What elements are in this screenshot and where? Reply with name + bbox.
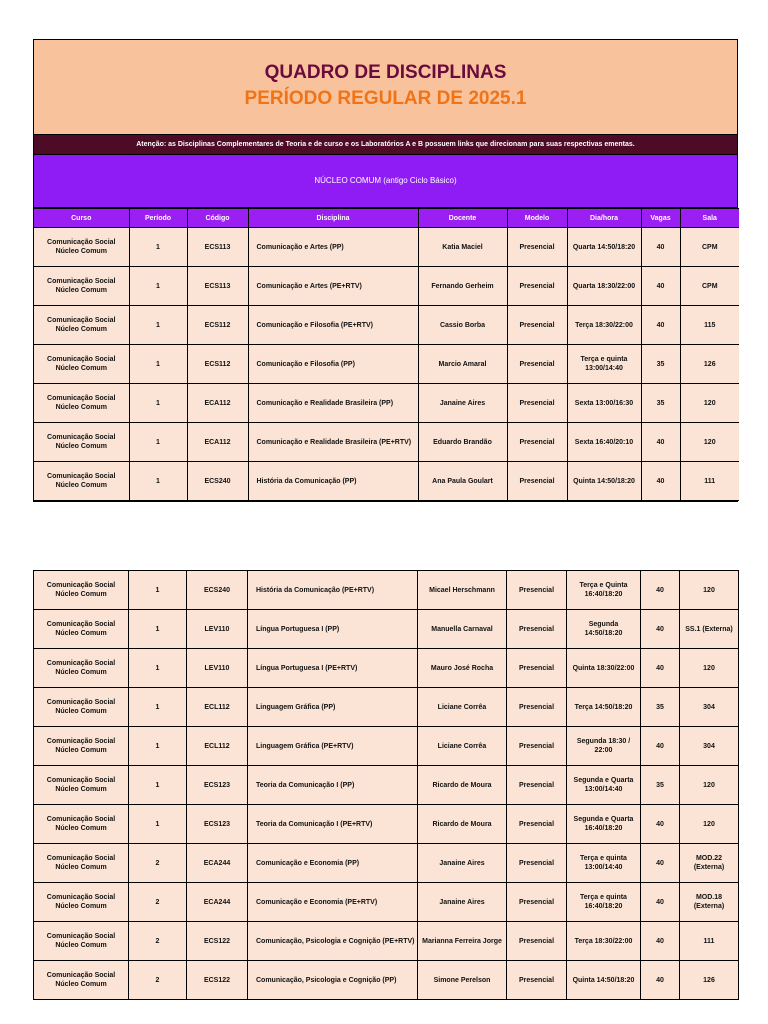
discipline-cell: Linguagem Gráfica (PE+RTV) <box>248 727 418 766</box>
model-cell: Presencial <box>507 267 567 306</box>
code-cell: ECL112 <box>187 688 248 727</box>
discipline-cell: Comunicação e Realidade Brasileira (PE+RTV) <box>248 423 418 462</box>
period-cell: 2 <box>129 844 187 883</box>
discipline-cell: Comunicação e Economia (PP) <box>248 844 418 883</box>
period-cell: 2 <box>129 883 187 922</box>
table-row <box>34 462 739 501</box>
table-row <box>34 883 739 922</box>
discipline-cell: Comunicação e Economia (PE+RTV) <box>248 883 418 922</box>
room-cell: 120 <box>680 805 739 844</box>
model-cell: Presencial <box>507 462 567 501</box>
discipline-cell: Comunicação e Artes (PE+RTV) <box>248 267 418 306</box>
schedule-cell: Sexta 13:00/16:30 <box>567 384 641 423</box>
course-cell: Comunicação Social Núcleo Comum <box>34 805 129 844</box>
room-cell: 115 <box>680 306 739 345</box>
teacher-cell: Cassio Borba <box>418 306 507 345</box>
table-row <box>34 922 739 961</box>
course-cell: Comunicação Social Núcleo Comum <box>34 883 129 922</box>
discipline-cell: Teoria da Comunicação I (PE+RTV) <box>248 805 418 844</box>
seats-cell: 40 <box>641 228 680 267</box>
table-row <box>34 766 739 805</box>
course-cell: Comunicação Social Núcleo Comum <box>34 922 129 961</box>
seats-cell: 40 <box>641 805 680 844</box>
table-row <box>34 610 739 649</box>
model-cell: Presencial <box>507 727 567 766</box>
document-subtitle: PERÍODO REGULAR DE 2025.1 <box>244 88 527 109</box>
model-cell: Presencial <box>507 345 567 384</box>
model-cell: Presencial <box>507 306 567 345</box>
seats-cell: 40 <box>641 649 680 688</box>
model-cell: Presencial <box>507 961 567 1000</box>
schedule-cell: Segunda e Quarta 16:40/18:20 <box>567 805 641 844</box>
table-row <box>34 267 739 306</box>
schedule-cell: Quinta 14:50/18:20 <box>567 961 641 1000</box>
period-cell: 1 <box>129 610 187 649</box>
page-1 <box>33 39 738 502</box>
course-cell: Comunicação Social Núcleo Comum <box>34 423 129 462</box>
disciplines-table-2 <box>33 570 739 1000</box>
schedule-cell: Segunda e Quarta 13:00/14:40 <box>567 766 641 805</box>
seats-cell: 40 <box>641 267 680 306</box>
period-cell: 1 <box>129 805 187 844</box>
room-cell: 126 <box>680 961 739 1000</box>
model-cell: Presencial <box>507 922 567 961</box>
discipline-cell: Língua Portuguesa I (PP) <box>248 610 418 649</box>
code-cell: ECS112 <box>187 345 248 384</box>
schedule-cell: Quarta 18:30/22:00 <box>567 267 641 306</box>
disciplines-table-1 <box>34 208 739 501</box>
code-cell: ECS240 <box>187 571 248 610</box>
seats-cell: 40 <box>641 922 680 961</box>
course-cell: Comunicação Social Núcleo Comum <box>34 462 129 501</box>
seats-cell: 40 <box>641 571 680 610</box>
course-cell: Comunicação Social Núcleo Comum <box>34 306 129 345</box>
model-cell: Presencial <box>507 688 567 727</box>
model-cell: Presencial <box>507 805 567 844</box>
teacher-cell: Ricardo de Moura <box>418 805 507 844</box>
room-cell: CPM <box>680 228 739 267</box>
course-cell: Comunicação Social Núcleo Comum <box>34 571 129 610</box>
period-cell: 1 <box>129 384 187 423</box>
teacher-cell: Janaine Aires <box>418 384 507 423</box>
table-row <box>34 727 739 766</box>
period-cell: 1 <box>129 423 187 462</box>
seats-cell: 40 <box>641 306 680 345</box>
column-header-vagas: Vagas <box>641 209 680 228</box>
period-cell: 1 <box>129 345 187 384</box>
period-cell: 1 <box>129 462 187 501</box>
discipline-cell: Teoria da Comunicação I (PP) <box>248 766 418 805</box>
model-cell: Presencial <box>507 844 567 883</box>
course-cell: Comunicação Social Núcleo Comum <box>34 384 129 423</box>
teacher-cell: Simone Perelson <box>418 961 507 1000</box>
teacher-cell: Janaine Aires <box>418 883 507 922</box>
discipline-cell: Língua Portuguesa I (PE+RTV) <box>248 649 418 688</box>
teacher-cell: Ricardo de Moura <box>418 766 507 805</box>
schedule-cell: Terça e quinta 13:00/14:40 <box>567 844 641 883</box>
table-row <box>34 688 739 727</box>
code-cell: ECS123 <box>187 805 248 844</box>
column-header-curso: Curso <box>34 209 129 228</box>
teacher-cell: Fernando Gerheim <box>418 267 507 306</box>
document-title: QUADRO DE DISCIPLINAS <box>264 62 507 83</box>
seats-cell: 40 <box>641 961 680 1000</box>
column-header-sala: Sala <box>680 209 739 228</box>
teacher-cell: Marcio Amaral <box>418 345 507 384</box>
code-cell: ECS113 <box>187 228 248 267</box>
table-row <box>34 423 739 462</box>
course-cell: Comunicação Social Núcleo Comum <box>34 844 129 883</box>
discipline-cell: História da Comunicação (PP) <box>248 462 418 501</box>
document-header <box>34 40 737 135</box>
seats-cell: 40 <box>641 610 680 649</box>
seats-cell: 40 <box>641 462 680 501</box>
seats-cell: 40 <box>641 844 680 883</box>
code-cell: ECS122 <box>187 922 248 961</box>
course-cell: Comunicação Social Núcleo Comum <box>34 610 129 649</box>
column-header-docente: Docente <box>418 209 507 228</box>
room-cell: 126 <box>680 345 739 384</box>
period-cell: 1 <box>129 727 187 766</box>
discipline-cell: Comunicação e Filosofia (PP) <box>248 345 418 384</box>
model-cell: Presencial <box>507 766 567 805</box>
schedule-cell: Terça e quinta 16:40/18:20 <box>567 883 641 922</box>
model-cell: Presencial <box>507 610 567 649</box>
period-cell: 1 <box>129 571 187 610</box>
room-cell: 120 <box>680 766 739 805</box>
code-cell: LEV110 <box>187 610 248 649</box>
period-cell: 2 <box>129 922 187 961</box>
period-cell: 1 <box>129 766 187 805</box>
course-cell: Comunicação Social Núcleo Comum <box>34 267 129 306</box>
table-row <box>34 306 739 345</box>
course-cell: Comunicação Social Núcleo Comum <box>34 345 129 384</box>
schedule-cell: Terça e quinta 13:00/14:40 <box>567 345 641 384</box>
code-cell: ECS112 <box>187 306 248 345</box>
seats-cell: 35 <box>641 384 680 423</box>
course-cell: Comunicação Social Núcleo Comum <box>34 649 129 688</box>
schedule-cell: Segunda 14:50/18:20 <box>567 610 641 649</box>
room-cell: MOD.22 (Externa) <box>680 844 739 883</box>
teacher-cell: Marianna Ferreira Jorge <box>418 922 507 961</box>
code-cell: ECS123 <box>187 766 248 805</box>
room-cell: 304 <box>680 727 739 766</box>
code-cell: ECS122 <box>187 961 248 1000</box>
table-row <box>34 649 739 688</box>
table-row <box>34 345 739 384</box>
period-cell: 2 <box>129 961 187 1000</box>
room-cell: CPM <box>680 267 739 306</box>
seats-cell: 35 <box>641 345 680 384</box>
seats-cell: 35 <box>641 766 680 805</box>
teacher-cell: Katia Maciel <box>418 228 507 267</box>
table-row <box>34 961 739 1000</box>
discipline-cell: Comunicação e Realidade Brasileira (PP) <box>248 384 418 423</box>
room-cell: MOD.18 (Externa) <box>680 883 739 922</box>
teacher-cell: Mauro José Rocha <box>418 649 507 688</box>
column-header-disciplina: Disciplina <box>248 209 418 228</box>
model-cell: Presencial <box>507 228 567 267</box>
course-cell: Comunicação Social Núcleo Comum <box>34 766 129 805</box>
seats-cell: 35 <box>641 688 680 727</box>
table-row <box>34 384 739 423</box>
seats-cell: 40 <box>641 727 680 766</box>
code-cell: ECS113 <box>187 267 248 306</box>
code-cell: LEV110 <box>187 649 248 688</box>
schedule-cell: Terça e Quinta 16:40/18:20 <box>567 571 641 610</box>
table-row <box>34 228 739 267</box>
schedule-cell: Quarta 14:50/18:20 <box>567 228 641 267</box>
discipline-cell: Linguagem Gráfica (PP) <box>248 688 418 727</box>
room-cell: 120 <box>680 423 739 462</box>
teacher-cell: Eduardo Brandão <box>418 423 507 462</box>
teacher-cell: Micael Herschmann <box>418 571 507 610</box>
course-cell: Comunicação Social Núcleo Comum <box>34 688 129 727</box>
table-row <box>34 844 739 883</box>
model-cell: Presencial <box>507 883 567 922</box>
notice-banner: Atenção: as Disciplinas Complementares de Teoria e de curso e os Laboratórios A e B possuem links que direcionam para suas respectivas ementas. <box>34 135 737 155</box>
column-header-codigo: Código <box>187 209 248 228</box>
model-cell: Presencial <box>507 423 567 462</box>
room-cell: 120 <box>680 649 739 688</box>
discipline-cell: Comunicação e Artes (PP) <box>248 228 418 267</box>
period-cell: 1 <box>129 306 187 345</box>
seats-cell: 40 <box>641 883 680 922</box>
code-cell: ECA244 <box>187 883 248 922</box>
teacher-cell: Manuella Carnaval <box>418 610 507 649</box>
code-cell: ECA112 <box>187 384 248 423</box>
code-cell: ECL112 <box>187 727 248 766</box>
period-cell: 1 <box>129 688 187 727</box>
discipline-cell: História da Comunicação (PE+RTV) <box>248 571 418 610</box>
section-title: NÚCLEO COMUM (antigo Ciclo Básico) <box>34 155 737 208</box>
code-cell: ECA244 <box>187 844 248 883</box>
schedule-cell: Quinta 14:50/18:20 <box>567 462 641 501</box>
teacher-cell: Ana Paula Goulart <box>418 462 507 501</box>
model-cell: Presencial <box>507 571 567 610</box>
schedule-cell: Terça 18:30/22:00 <box>567 306 641 345</box>
period-cell: 1 <box>129 649 187 688</box>
column-header-periodo: Período <box>129 209 187 228</box>
schedule-cell: Terça 14:50/18:20 <box>567 688 641 727</box>
schedule-cell: Segunda 18:30 / 22:00 <box>567 727 641 766</box>
room-cell: 111 <box>680 462 739 501</box>
course-cell: Comunicação Social Núcleo Comum <box>34 228 129 267</box>
room-cell: 120 <box>680 571 739 610</box>
schedule-cell: Sexta 16:40/20:10 <box>567 423 641 462</box>
schedule-cell: Terça 18:30/22:00 <box>567 922 641 961</box>
period-cell: 1 <box>129 228 187 267</box>
table-row <box>34 571 739 610</box>
seats-cell: 40 <box>641 423 680 462</box>
discipline-cell: Comunicação, Psicologia e Cognição (PP) <box>248 961 418 1000</box>
room-cell: 111 <box>680 922 739 961</box>
table-header-row <box>34 209 739 228</box>
course-cell: Comunicação Social Núcleo Comum <box>34 961 129 1000</box>
code-cell: ECA112 <box>187 423 248 462</box>
schedule-cell: Quinta 18:30/22:00 <box>567 649 641 688</box>
column-header-modelo: Modelo <box>507 209 567 228</box>
period-cell: 1 <box>129 267 187 306</box>
table-row <box>34 805 739 844</box>
room-cell: 304 <box>680 688 739 727</box>
model-cell: Presencial <box>507 649 567 688</box>
teacher-cell: Liciane Corrêa <box>418 688 507 727</box>
teacher-cell: Liciane Corrêa <box>418 727 507 766</box>
column-header-diahora: Dia/hora <box>567 209 641 228</box>
course-cell: Comunicação Social Núcleo Comum <box>34 727 129 766</box>
teacher-cell: Janaine Aires <box>418 844 507 883</box>
page-2 <box>33 570 738 1000</box>
room-cell: SS.1 (Externa) <box>680 610 739 649</box>
code-cell: ECS240 <box>187 462 248 501</box>
room-cell: 120 <box>680 384 739 423</box>
model-cell: Presencial <box>507 384 567 423</box>
discipline-cell: Comunicação, Psicologia e Cognição (PE+RTV) <box>248 922 418 961</box>
discipline-cell: Comunicação e Filosofia (PE+RTV) <box>248 306 418 345</box>
